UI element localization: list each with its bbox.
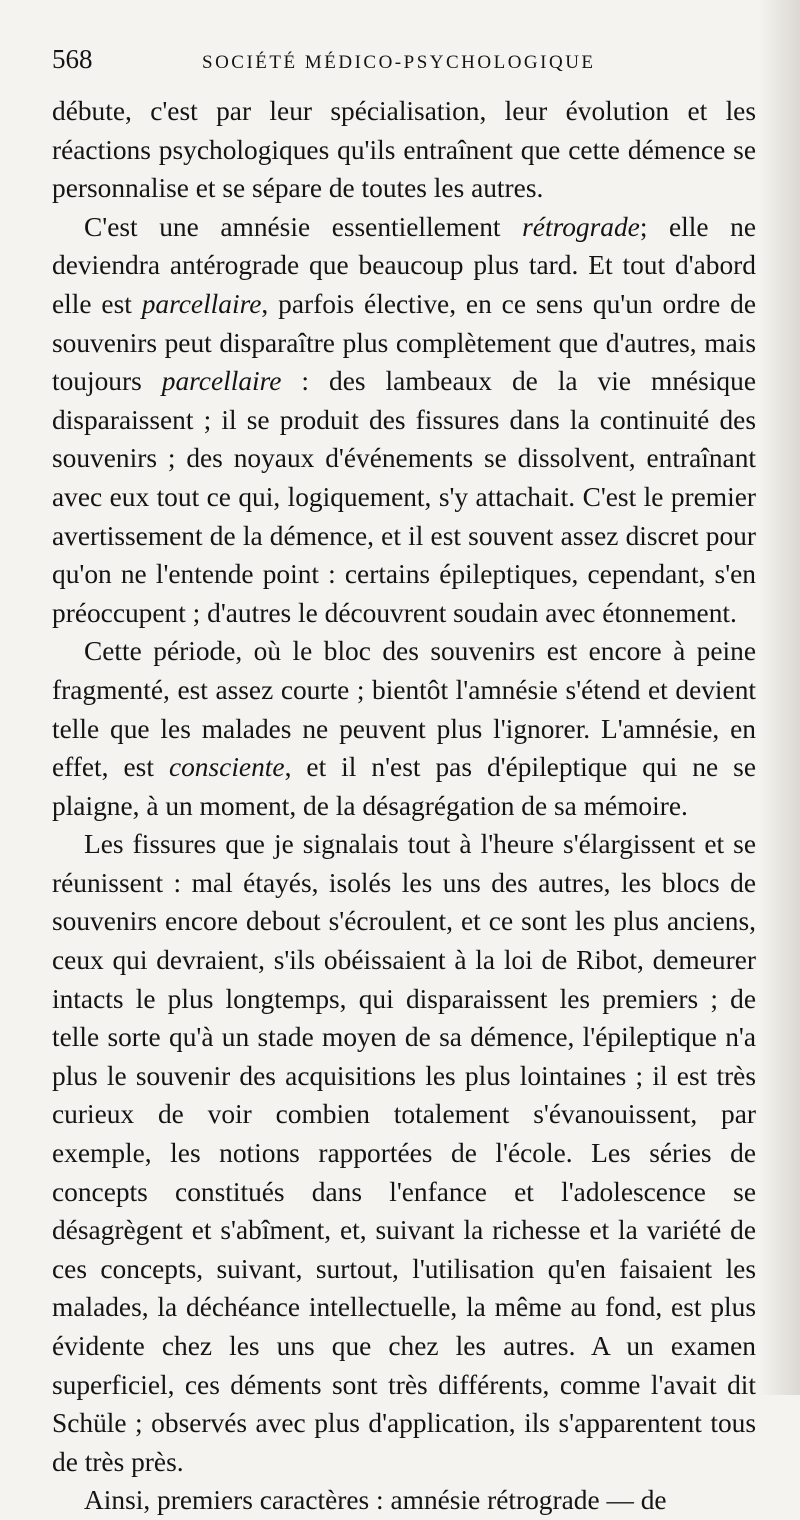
paragraph bbox=[52, 825, 756, 1481]
paragraph bbox=[52, 1481, 756, 1520]
text-run: , parfois élective, en ce sens qu'un ordre de souvenirs peut disparaître plus complètement que d'autres, mais toujours bbox=[52, 288, 756, 397]
text-run: ; elle ne deviendra antérograde que beaucoup plus tard. Et tout d'abord elle est bbox=[52, 211, 756, 319]
text-run: C'est une amnésie essentiellement bbox=[84, 211, 523, 242]
text-run: : des lambeaux de la vie mnésique disparaissent ; il se produit des fissures dans la continuité des souvenirs ; des noyaux d'événements se dissolvent, entraînant avec eux tout ce qui, logiquement, s'y attachait. C'est le premier avertissement de la démence, et il est souvent assez discret pour qu'on ne l'entende point : certains épileptiques, cependant, s'en préoccupent ; d'autres le découvrent soudain avec étonnement. bbox=[52, 366, 756, 628]
text-run: Ainsi, premiers caractères : amnésie rétrograde — de bbox=[84, 1485, 667, 1516]
body-text bbox=[52, 92, 756, 1520]
running-title: SOCIÉTÉ MÉDICO-PSYCHOLOGIQUE bbox=[202, 52, 596, 73]
text-run: débute, c'est par leur spécialisation, leur évolution et les réactions psychologiques qu'ils entraînent que cette démence se personnalise et se sépare de toutes les autres. bbox=[52, 96, 756, 204]
italic-term: rétrograde bbox=[522, 211, 640, 242]
italic-term: parcellaire bbox=[161, 366, 282, 397]
paragraph bbox=[52, 632, 756, 825]
page-edge-shadow bbox=[760, 0, 800, 1395]
page-number: 568 bbox=[52, 44, 93, 74]
text-run: , et il n'est pas d'épileptique qui ne se plaigne, à un moment, de la désagrégation de sa mémoire. bbox=[52, 752, 756, 821]
paragraph bbox=[52, 208, 756, 633]
text-run: Les fissures que je signalais tout à l'heure s'élargissent et se réunissent : mal étayés, isolés les uns des autres, les blocs de souvenirs encore debout s'écroulent, et ce sont les plus anciens, ceux qui devraient, s'ils obéissaient à la loi de Ribot, demeurer intacts le plus longtemps, qui disparaissent les premiers ; de telle sorte qu'à un stade moyen de sa démence, l'épileptique n'a plus le souvenir des acquisitions les plus lointaines ; il est très curieux de voir combien totalement s'évanouissent, par exemple, les notions rapportées de l'école. Les séries de concepts constitués dans l'enfance et l'adolescence se désagrègent et s'abîment, et, suivant la richesse et la variété de ces concepts, suivant, surtout, l'utilisation qu'en faisaient les malades, la déchéance intellectuelle, la même au fond, est plus évidente chez les uns que chez les autres. A un examen superficiel, ces déments sont très différents, comme l'avait dit Schüle ; observés avec plus d'application, ils s'apparentent tous de très près. bbox=[52, 829, 756, 1477]
text-run: Cette période, où le bloc des souvenirs est encore à peine fragmenté, est assez courte ; bientôt l'amnésie s'étend et devient telle que les malades ne peuvent plus l'ignorer. L'amnésie, en effet, est bbox=[52, 636, 756, 783]
running-head bbox=[52, 44, 756, 88]
paragraph bbox=[52, 92, 756, 208]
italic-term: consciente bbox=[168, 752, 285, 783]
italic-term: parcellaire bbox=[141, 288, 262, 319]
